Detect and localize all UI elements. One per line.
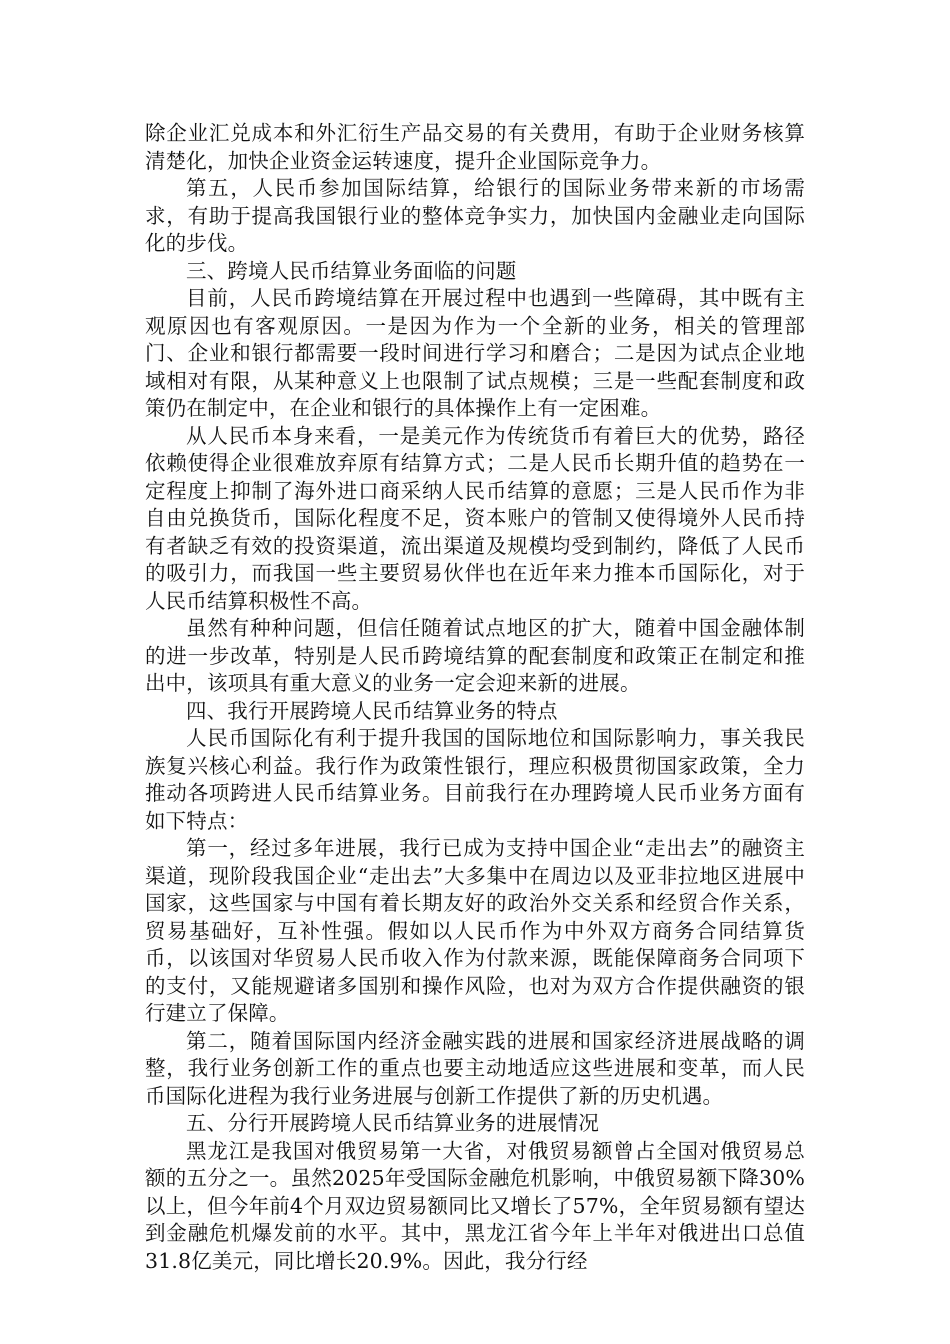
- paragraph-4: 目前，人民币跨境结算在开展过程中也遇到一些障碍，其中既有主观原因也有客观原因。一是因为作为一个全新的业务，相关的管理部门、企业和银行都需要一段时间进行学习和磨合；二是因为试点企业地域相对有限，从某种意义上也限制了试点规模；三是一些配套制度和政策仍在制定中，在企业和银行的具体操作上有一定困难。: [145, 286, 805, 420]
- document-page: [145, 120, 805, 1275]
- paragraph-9: 第一，经过多年进展，我行已成为支持中国企业“走出去”的融资主渠道，现阶段我国企业“走出去”大多集中在周边以及亚非拉地区进展中国家，这些国家与中国有着长期友好的政治外交关系和经贸合作关系，贸易基础好，互补性强。假如以人民币作为中外双方商务合同结算货币，以该国对华贸易人民币收入作为付款来源，既能保障商务合同项下的支付，又能规避诸多国别和操作风险，也对为双方合作提供融资的银行建立了保障。: [145, 836, 805, 1025]
- paragraph-8: 人民币国际化有利于提升我国的国际地位和国际影响力，事关我民族复兴核心利益。我行作为政策性银行，理应积极贯彻国家政策，全力推动各项跨进人民币结算业务。目前我行在办理跨境人民币业务方面有如下特点：: [145, 726, 805, 833]
- section-heading-4: 四、我行开展跨境人民币结算业务的特点: [186, 698, 558, 723]
- section-heading-5: 五、分行开展跨境人民币结算业务的进展情况: [186, 1111, 599, 1135]
- paragraph-2: 第五，人民币参加国际结算，给银行的国际业务带来新的市场需求，有助于提高我国银行业的整体竞争实力，加快国内金融业走向国际化的步伐。: [145, 176, 805, 255]
- paragraph-12: 黑龙江是我国对俄贸易第一大省，对俄贸易额曾占全国对俄贸易总额的五分之一。虽然2025年受国际金融危机影响，中俄贸易额下降30%以上，但今年前4个月双边贸易额同比又增长了57%，全年贸易额有望达到金融危机爆发前的水平。其中，黑龙江省今年上半年对俄进出口总值31.8亿美元，同比增长20.9%。因此，我分行经: [145, 1138, 805, 1273]
- paragraph-6: 虽然有种种问题，但信任随着试点地区的扩大，随着中国金融体制的进一步改革，特别是人民币跨境结算的配套制度和政策正在制定和推出中，该项具有重大意义的业务一定会迎来新的进展。: [145, 616, 805, 695]
- paragraph-5: 从人民币本身来看，一是美元作为传统货币有着巨大的优势，路径依赖使得企业很难放弃原有结算方式；二是人民币长期升值的趋势在一定程度上抑制了海外进口商采纳人民币结算的意愿；三是人民币作为非自由兑换货币，国际化程度不足，资本账户的管制又使得境外人民币持有者缺乏有效的投资渠道，流出渠道及规模均受到制约，降低了人民币的吸引力，而我国一些主要贸易伙伴也在近年来力推本币国际化，对于人民币结算积极性不高。: [145, 423, 805, 613]
- section-heading-3: 三、跨境人民币结算业务面临的问题: [186, 258, 517, 283]
- paragraph-10: 第二，随着国际国内经济金融实践的进展和国家经济进展战略的调整，我行业务创新工作的重点也要主动地适应这些进展和变革，而人民币国际化进程为我行业务进展与创新工作提供了新的历史机遇。: [145, 1028, 805, 1108]
- paragraph-1: 除企业汇兑成本和外汇衍生产品交易的有关费用，有助于企业财务核算清楚化，加快企业资金运转速度，提升企业国际竞争力。: [145, 121, 805, 173]
